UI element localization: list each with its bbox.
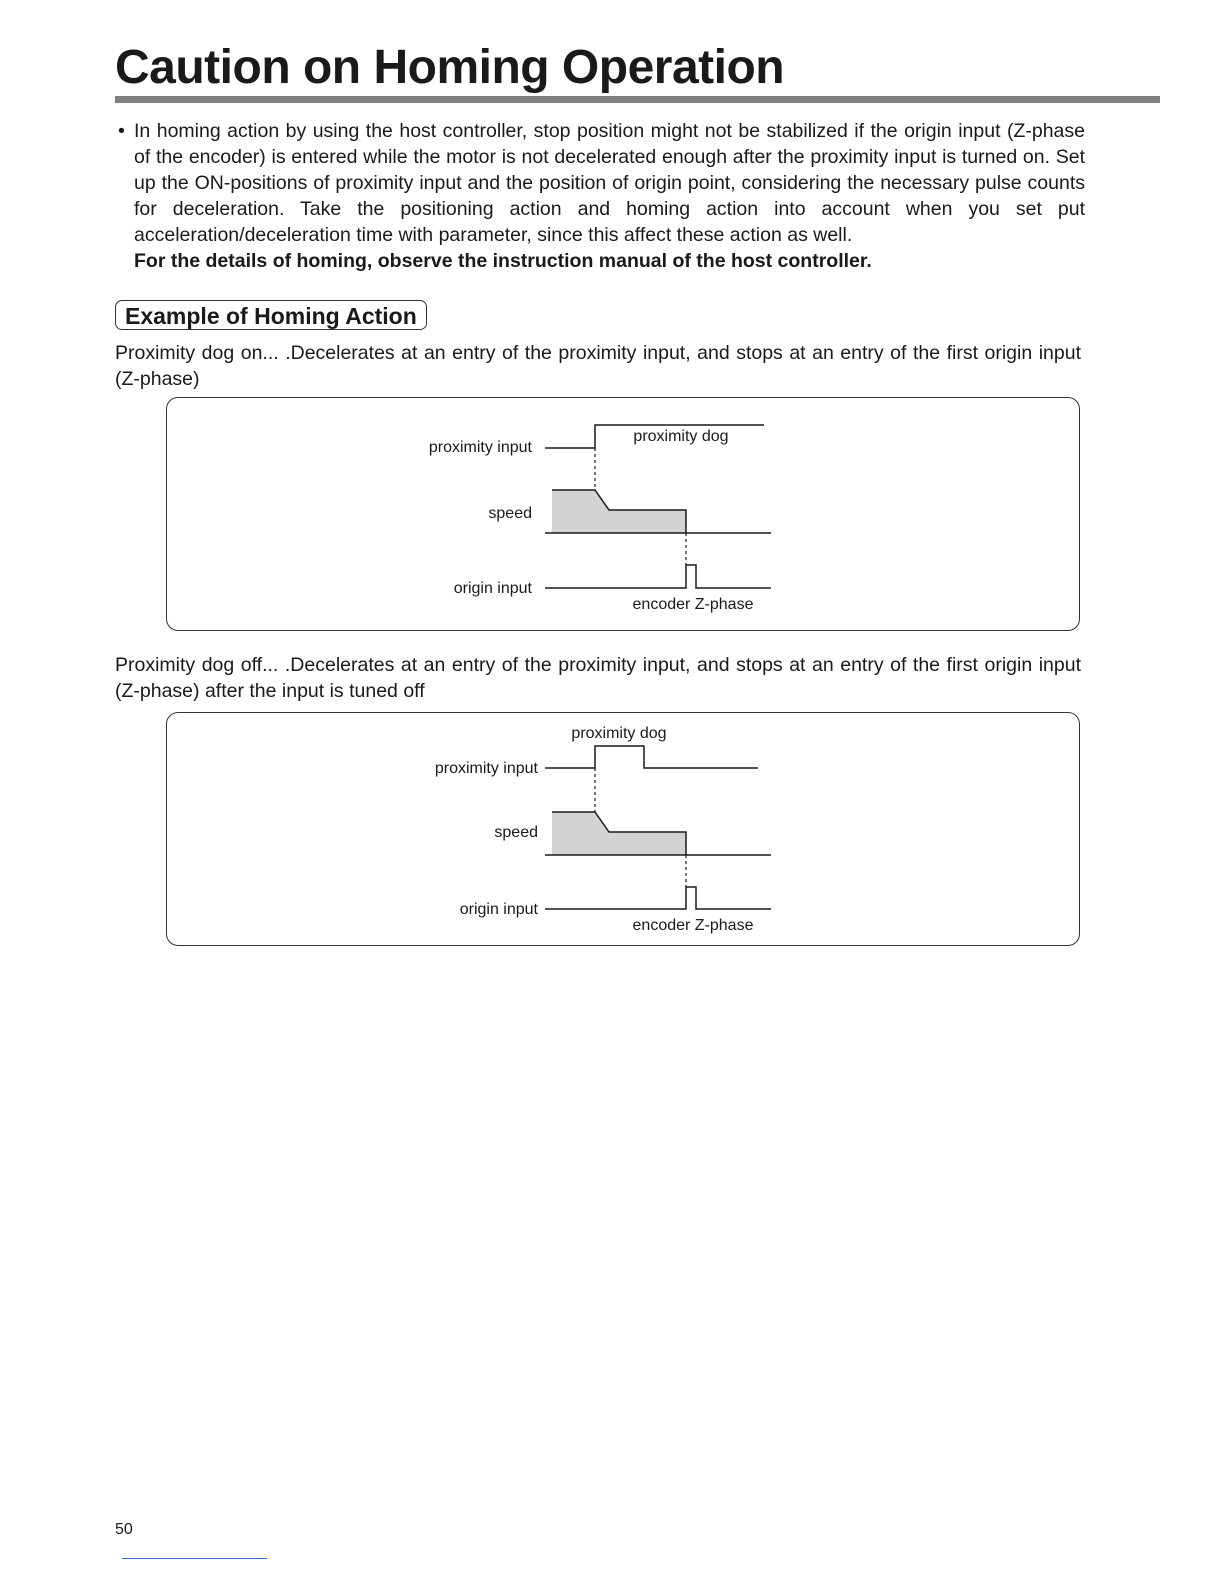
timing-chart-dog-on	[167, 398, 1081, 632]
title-rule	[115, 96, 1160, 103]
origin-input-signal	[545, 887, 771, 909]
label-proximity-dog: proximity dog	[633, 428, 729, 445]
bullet-mark: •	[118, 120, 125, 142]
label-encoder-z-phase: encoder Z-phase	[632, 596, 754, 613]
caution-note: For the details of homing, observe the instruction manual of the host controller.	[134, 250, 872, 272]
speed-area	[552, 490, 686, 533]
label-proximity-dog: proximity dog	[571, 725, 667, 742]
footer-link-line	[122, 1558, 267, 1559]
section-heading: Example of Homing Action	[115, 300, 427, 330]
page-title: Caution on Homing Operation	[115, 41, 785, 94]
page-number: 50	[115, 1521, 133, 1538]
origin-input-signal	[545, 565, 771, 588]
label-origin-input: origin input	[453, 580, 532, 597]
homing-diagram-dog-on	[166, 397, 1080, 631]
description-dog-on: Proximity dog on... .Decelerates at an entry of the proximity input, and stops at an entry of the first origin input (Z-phase)	[115, 342, 1081, 390]
label-origin-input: origin input	[459, 901, 538, 918]
proximity-input-signal	[545, 746, 758, 768]
label-proximity-input: proximity input	[434, 760, 538, 777]
label-proximity-input: proximity input	[428, 439, 532, 456]
description-dog-off: Proximity dog off... .Decelerates at an entry of the proximity input, and stops at an entry of the first origin input (Z-phase) after the input is tuned off	[115, 654, 1081, 702]
homing-diagram-dog-off	[166, 712, 1080, 946]
label-speed: speed	[488, 505, 532, 522]
label-speed: speed	[494, 824, 538, 841]
caution-bullet	[115, 118, 1085, 274]
timing-chart-dog-off	[167, 713, 1081, 947]
speed-area	[552, 812, 686, 855]
caution-text: In homing action by using the host controller, stop position might not be stabilized if the origin input (Z-phase of the encoder) is entered while the motor is not decelerated enough after the proximity input is turned on. Set up the ON-positions of proximity input and the position of origin point, considering the necessary pulse counts for deceleration. Take the positioning action and homing action into account when you set put acceleration/deceleration time with parameter, since this affect these action as well.	[134, 120, 1085, 246]
label-encoder-z-phase: encoder Z-phase	[632, 917, 754, 934]
